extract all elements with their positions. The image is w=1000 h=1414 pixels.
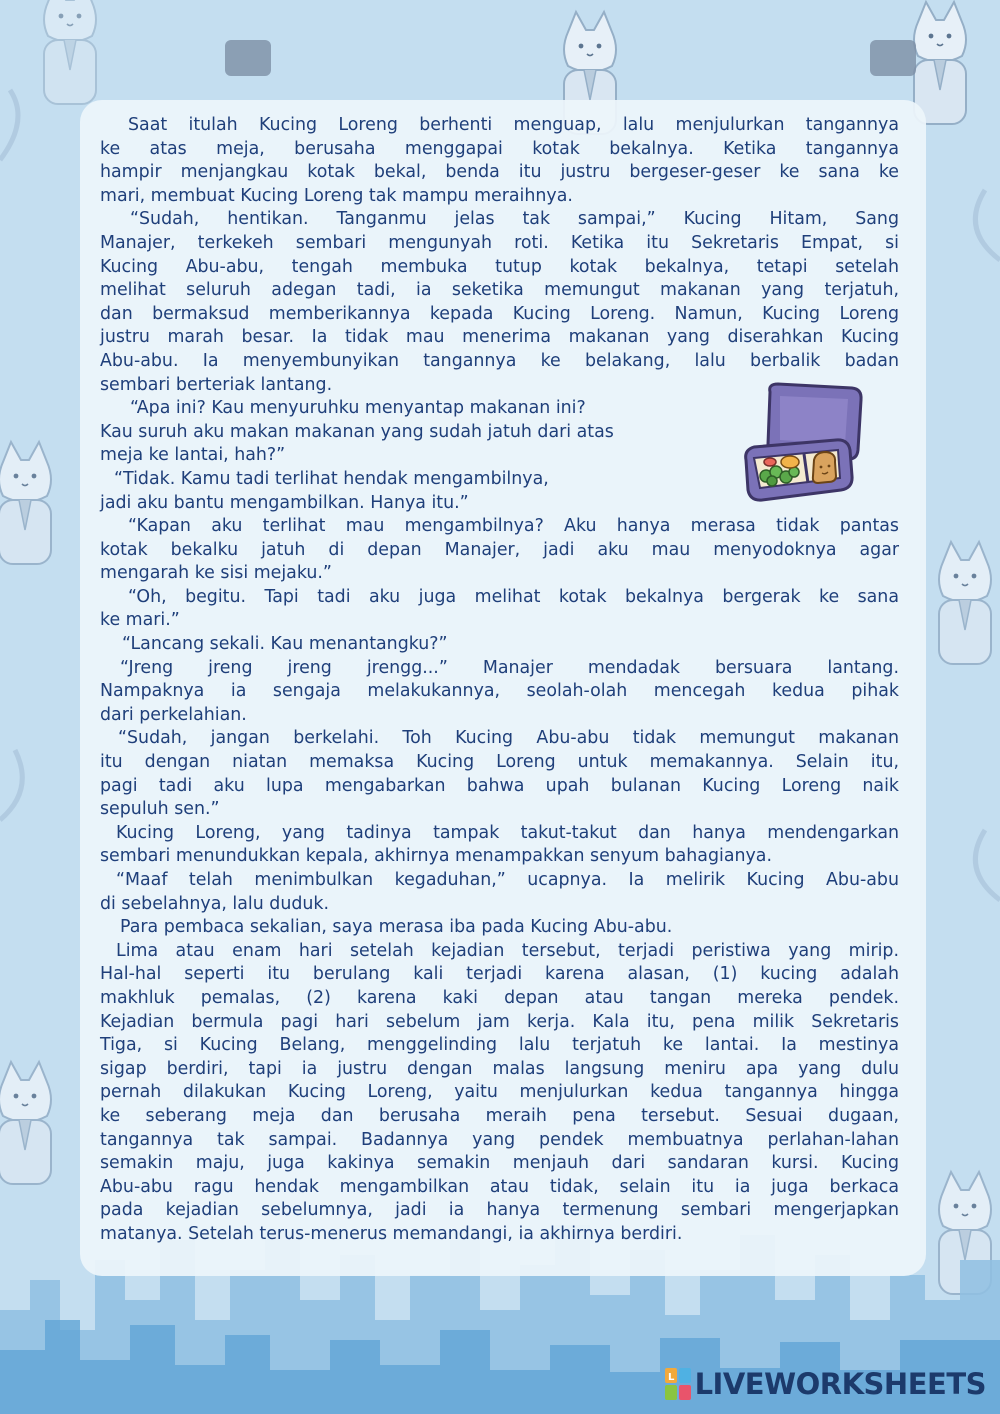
story-line: melihat seluruh adegan tadi, ia seketika memungut makanan yang terjatuh, [100, 280, 899, 301]
story-line: pernah dilakukan Kucing Loreng, yaitu menjulurkan kedua tangannya hingga [100, 1082, 899, 1103]
story-line: “Maaf telah menimbulkan kegaduhan,” ucapnya. Ia melirik Kucing Abu-abu [116, 870, 899, 890]
story-line: jadi aku bantu mengambilkan. Hanya itu.” [100, 492, 469, 513]
story-line: Abu-abu. Ia menyembunyikan tangannya ke belakang, lalu berbalik badan [100, 350, 899, 371]
story-line: ke seberang meja dan berusaha meraih pena tersebut. Sesuai dugaan, [100, 1105, 899, 1126]
story-line: Lima atau enam hari setelah kejadian tersebut, terjadi peristiwa yang mirip. [116, 940, 899, 961]
story-line: Kucing Loreng, yang tadinya tampak takut-takut dan hanya mendengarkan [116, 822, 899, 843]
story-line: mengarah ke sisi mejaku.” [100, 563, 332, 584]
liveworksheets-logo[interactable] [665, 1364, 986, 1404]
story-line: sembari berteriak lantang. [100, 374, 333, 395]
story-line: “Tidak. Kamu tadi terlihat hendak mengambilnya, [114, 468, 549, 489]
story-text [100, 114, 899, 1247]
story-line: tangannya tak sampai. Badannya yang pendek membuatnya perlahan-lahan [100, 1129, 899, 1150]
story-line: Hal-hal seperti itu berulang kali terjadi karena alasan, (1) kucing adalah [100, 964, 899, 985]
story-line: meja ke lantai, hah?” [100, 445, 286, 466]
story-line: sembari menundukkan kepala, akhirnya menampakkan senyum bahagianya. [100, 846, 772, 867]
story-line: “Sudah, hentikan. Tanganmu jelas tak sampai,” Kucing Hitam, Sang [130, 209, 899, 230]
story-line: kotak bekalku jatuh di depan Manajer, jadi aku mau menyodoknya agar [100, 539, 899, 560]
story-line: Abu-abu ragu hendak mengambilkan atau tidak, selain itu ia juga berkaca [100, 1176, 899, 1197]
lunchbox-illustration [740, 380, 870, 510]
story-line: semakin maju, juga kakinya semakin menjauh dari sandaran kursi. Kucing [100, 1153, 899, 1174]
story-line: sigap berdiri, tapi ia justru dengan malas langsung meniru apa yang dulu [100, 1058, 899, 1079]
story-line: sepuluh sen.” [100, 799, 220, 820]
liveworksheets-logo-icon [665, 1368, 691, 1400]
story-line: hampir menjangkau kotak bekal, benda itu justru bergeser-geser ke sana ke [100, 162, 899, 183]
story-line: dari perkelahian. [100, 704, 247, 725]
story-line: pagi tadi aku lupa mengabarkan bahwa upah bulanan Kucing Loreng naik [100, 775, 899, 796]
story-line: “Kapan aku terlihat mau mengambilnya? Aku hanya merasa tidak pantas [128, 516, 899, 537]
story-line: ke mari.” [100, 610, 180, 631]
story-line: Saat itulah Kucing Loreng berhenti menguap, lalu menjulurkan tangannya [128, 115, 899, 135]
story-line: “Jreng jreng jreng jrengg...” Manajer mendadak bersuara lantang. [120, 657, 899, 678]
story-line: justru marah besar. Ia tidak mau menerima makanan yang diserahkan Kucing [100, 327, 899, 348]
story-line: “Sudah, jangan berkelahi. Toh Kucing Abu-abu tidak memungut makanan [118, 728, 899, 749]
story-line: di sebelahnya, lalu duduk. [100, 893, 330, 914]
story-line: Nampaknya ia sengaja melakukannya, seolah-olah mencegah kedua pihak [100, 681, 899, 702]
story-line: “Oh, begitu. Tapi tadi aku juga melihat kotak bekalnya bergerak ke sana [128, 586, 899, 607]
story-line: Kejadian bermula pagi hari sebelum jam kerja. Kala itu, pena milik Sekretaris [100, 1011, 899, 1032]
story-line: “Lancang sekali. Kau menantangku?” [122, 634, 448, 655]
story-line: Manajer, terkekeh sembari mengunyah roti. Ketika itu Sekretaris Empat, si [100, 232, 899, 253]
story-line: dan bermaksud memberikannya kepada Kucing Loreng. Namun, Kucing Loreng [100, 303, 899, 324]
logo-text: LIVEWORKSHEETS [694, 1367, 986, 1401]
story-line: Kau suruh aku makan makanan yang sudah jatuh dari atas [100, 421, 614, 442]
story-line: itu dengan niatan memaksa Kucing Loreng untuk memakannya. Selain itu, [100, 752, 899, 773]
story-line: Kucing Abu-abu, tengah membuka tutup kotak bekalnya, tetapi setelah [100, 256, 899, 277]
story-line: makhluk pemalas, (2) karena kaki depan atau tangan mereka pendek. [100, 987, 899, 1008]
story-line: ke atas meja, berusaha menggapai kotak bekalnya. Ketika tangannya [100, 138, 899, 159]
story-line: mari, membuat Kucing Loreng tak mampu meraihnya. [100, 185, 573, 206]
story-line: matanya. Setelah terus-menerus memandangi, ia akhirnya berdiri. [100, 1223, 683, 1244]
story-line: pada kejadian sebelumnya, jadi ia hanya termenung sembari mengerjapkan [100, 1200, 899, 1221]
logo-mark-letter: L [667, 1372, 674, 1383]
story-line: Tiga, si Kucing Belang, menggelinding lalu terjatuh ke lantai. Ia mestinya [100, 1035, 899, 1056]
story-line: Para pembaca sekalian, saya merasa iba pada Kucing Abu-abu. [120, 917, 673, 938]
story-line: “Apa ini? Kau menyuruhku menyantap makanan ini? [130, 398, 586, 419]
